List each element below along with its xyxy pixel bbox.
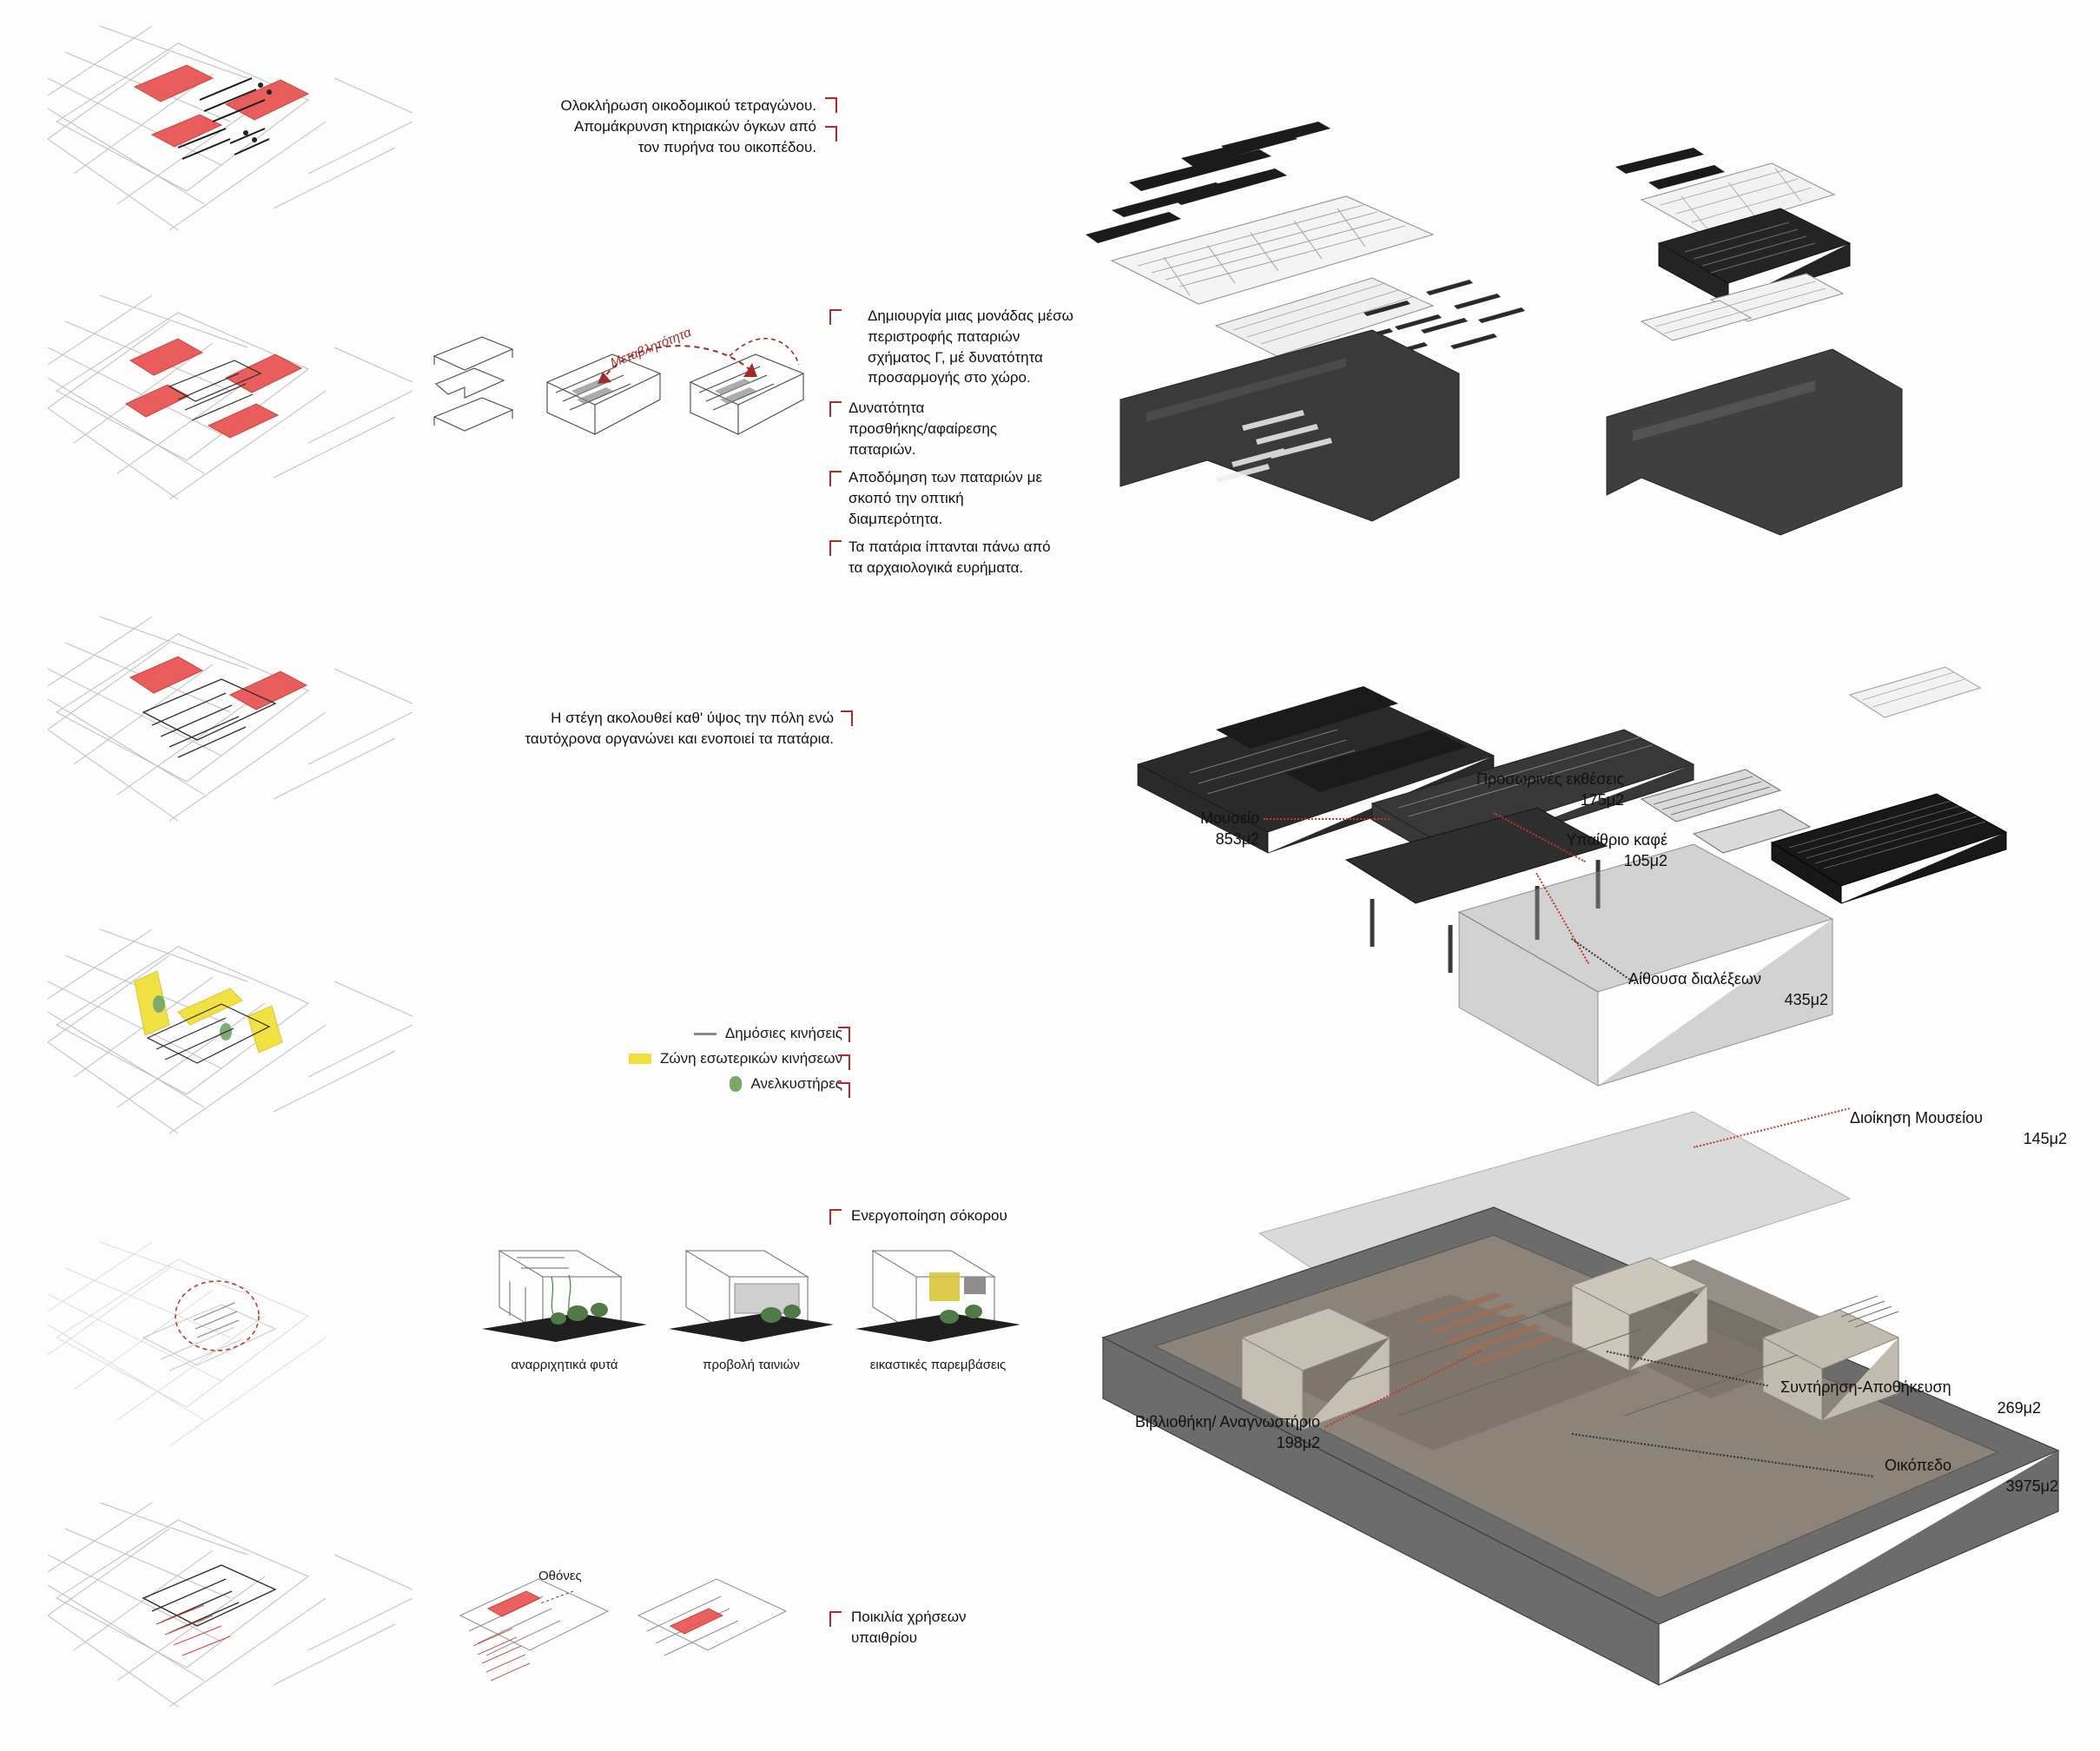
- legend-bracket-2: [838, 1054, 850, 1070]
- scenario-1-caption: αναρριχητικά φυτά: [511, 1358, 618, 1372]
- site-diagram-1: [48, 17, 413, 248]
- note-2-b4-l2: τα αρχαιολογικά ευρήματα.: [849, 558, 1024, 576]
- annotation-conservation-name: Συντήρηση-Αποθήκευση: [1780, 1378, 1951, 1396]
- annotation-lecture-name: Αίθουσα διαλέξεων: [1628, 970, 1761, 988]
- public-movement-swatch: [694, 1033, 717, 1035]
- annotation-lecture-area: 435μ2: [1784, 991, 1828, 1009]
- scenario-3-caption: εικαστικές παρεμβάσεις: [869, 1358, 1007, 1372]
- roof-elements-layer: [1086, 113, 2093, 669]
- annotation-temp-area: 175μ2: [1580, 791, 1624, 809]
- annotation-museum-name: Μουσείο: [1200, 809, 1259, 827]
- note-5-bracket: [829, 1611, 842, 1627]
- legend-label-internal: Ζώνη εσωτερικών κινήσεων: [659, 1050, 842, 1067]
- legend-label-elevators: Ανελκυστήρες: [750, 1075, 842, 1092]
- annotation-temp-name: Προσωρινές εκθέσεις: [1476, 770, 1624, 788]
- internal-zone-swatch: [629, 1054, 651, 1064]
- legend-label-public: Δημόσιες κινήσεις: [724, 1025, 842, 1041]
- legend-item-elevators: [556, 1075, 842, 1093]
- concept-note-1: [486, 96, 816, 157]
- note-2-bracket-2: [829, 401, 842, 417]
- annotation-library-area: 198μ2: [1276, 1434, 1320, 1452]
- annotation-library: [1042, 1411, 1320, 1454]
- note-5-line-2: υπαιθρίου: [851, 1629, 918, 1646]
- annotation-plot: [1885, 1455, 2084, 1497]
- annotation-conservation-storage: [1780, 1377, 2067, 1419]
- note-2-b1-l3: σχήματος Γ, μέ δυνατότητα: [868, 348, 1043, 366]
- note-2-b1-l2: περιστροφής παταριών: [868, 327, 1020, 345]
- scenario-2-caption: προβολή ταινιών: [703, 1358, 800, 1372]
- site-diagram-3: [48, 608, 413, 838]
- note-2-bracket-4: [829, 540, 842, 556]
- annotation-temporary-exhibitions: [1346, 769, 1624, 811]
- leader-museum: [1264, 818, 1390, 820]
- annotation-plot-area: 3975μ2: [2005, 1477, 2058, 1496]
- site-diagram-4: [48, 921, 413, 1151]
- circulation-legend: [556, 1025, 842, 1100]
- annotation-administration: [1850, 1107, 2093, 1150]
- note-1-bracket-1: [825, 97, 837, 113]
- note-1-bracket-2: [825, 126, 837, 142]
- annotation-admin-name: Διοίκηση Μουσείου: [1850, 1109, 1983, 1127]
- annotation-museum-area: 853μ2: [1215, 830, 1259, 849]
- annotation-admin-area: 145μ2: [2023, 1130, 2067, 1148]
- variability-label: Μεταβλητότητα: [608, 325, 694, 371]
- note-3-bracket: [841, 710, 853, 726]
- legend-bracket-1: [838, 1027, 850, 1042]
- note-2-b3-l3: διαμπερότητα.: [849, 510, 943, 527]
- note-2-bracket-1: [829, 309, 842, 325]
- concept-note-5: [851, 1607, 1077, 1649]
- concept-note-4: Ενεργοποίηση σόκορου: [851, 1207, 1007, 1224]
- note-2-b2-l2: προσθήκης/αφαίρεσης: [849, 420, 997, 437]
- scenario-2: [660, 1233, 842, 1372]
- note-2-b3-l1: Αποδόμηση των παταριών με: [849, 469, 1043, 486]
- note-2-b4-l1: Τα πατάρια ίπτανται πάνω από: [849, 539, 1051, 555]
- note-1-line-3: τον πυρήνα του οικοπέδου.: [637, 138, 816, 155]
- site-diagram-6: [48, 1494, 413, 1724]
- legend-item-public: [556, 1025, 842, 1042]
- note-1-line-2: Απομάκρυνση κτηριακών όγκων από: [573, 117, 816, 135]
- note-2-b2-l3: παταριών.: [849, 440, 916, 458]
- exploded-axonometric: [1086, 26, 2093, 1728]
- screens-label: Οθόνες: [538, 1569, 582, 1583]
- legend-bracket-3: [838, 1082, 850, 1098]
- annotation-library-name: Βιβλιοθήκη/ Αναγνωστήριο: [1134, 1413, 1320, 1431]
- concept-note-3: [469, 708, 834, 750]
- annotation-plot-name: Οικόπεδο: [1885, 1457, 1952, 1474]
- annotation-cafe-area: 105μ2: [1623, 852, 1667, 870]
- outdoor-uses-diagram: [443, 1563, 816, 1720]
- legend-item-internal: [556, 1050, 842, 1067]
- note-3-line-1: Η στέγη ακολουθεί καθ' ύψος την πόλη ενώ: [551, 710, 834, 726]
- annotation-lecture-hall: [1628, 968, 1889, 1011]
- note-4-bracket: [829, 1209, 842, 1225]
- site-diagram-2: [48, 287, 413, 517]
- note-3-line-2: ταυτόχρονα οργανώνει και ενοποιεί τα πατάρια.: [525, 730, 834, 747]
- note-2-b1-l1: Δημιουργία μιας μονάδας μέσω: [868, 307, 1073, 324]
- annotation-cafe-name: Υπαίθριο καφέ: [1566, 831, 1667, 849]
- note-2-bracket-3: [829, 471, 842, 486]
- note-2-b1-l4: προσαρμογής στο χώρο.: [868, 369, 1031, 387]
- site-diagram-5: [48, 1233, 413, 1464]
- annotation-conservation-area: 269μ2: [1997, 1399, 2041, 1417]
- scenario-1: [473, 1233, 656, 1372]
- note-2-b2-l1: Δυνατότητα: [849, 400, 925, 416]
- annotation-museum: [1060, 808, 1259, 850]
- note-5-line-1: Ποικιλία χρήσεων: [851, 1609, 967, 1625]
- note-2-b3-l2: σκοπό την οπτική: [849, 489, 964, 506]
- annotation-open-air-cafe: [1381, 829, 1667, 872]
- elevator-swatch: [730, 1076, 742, 1092]
- scenario-3: [847, 1233, 1029, 1372]
- note-1-line-1: Ολοκλήρωση οικοδομικού τετραγώνου.: [560, 97, 816, 114]
